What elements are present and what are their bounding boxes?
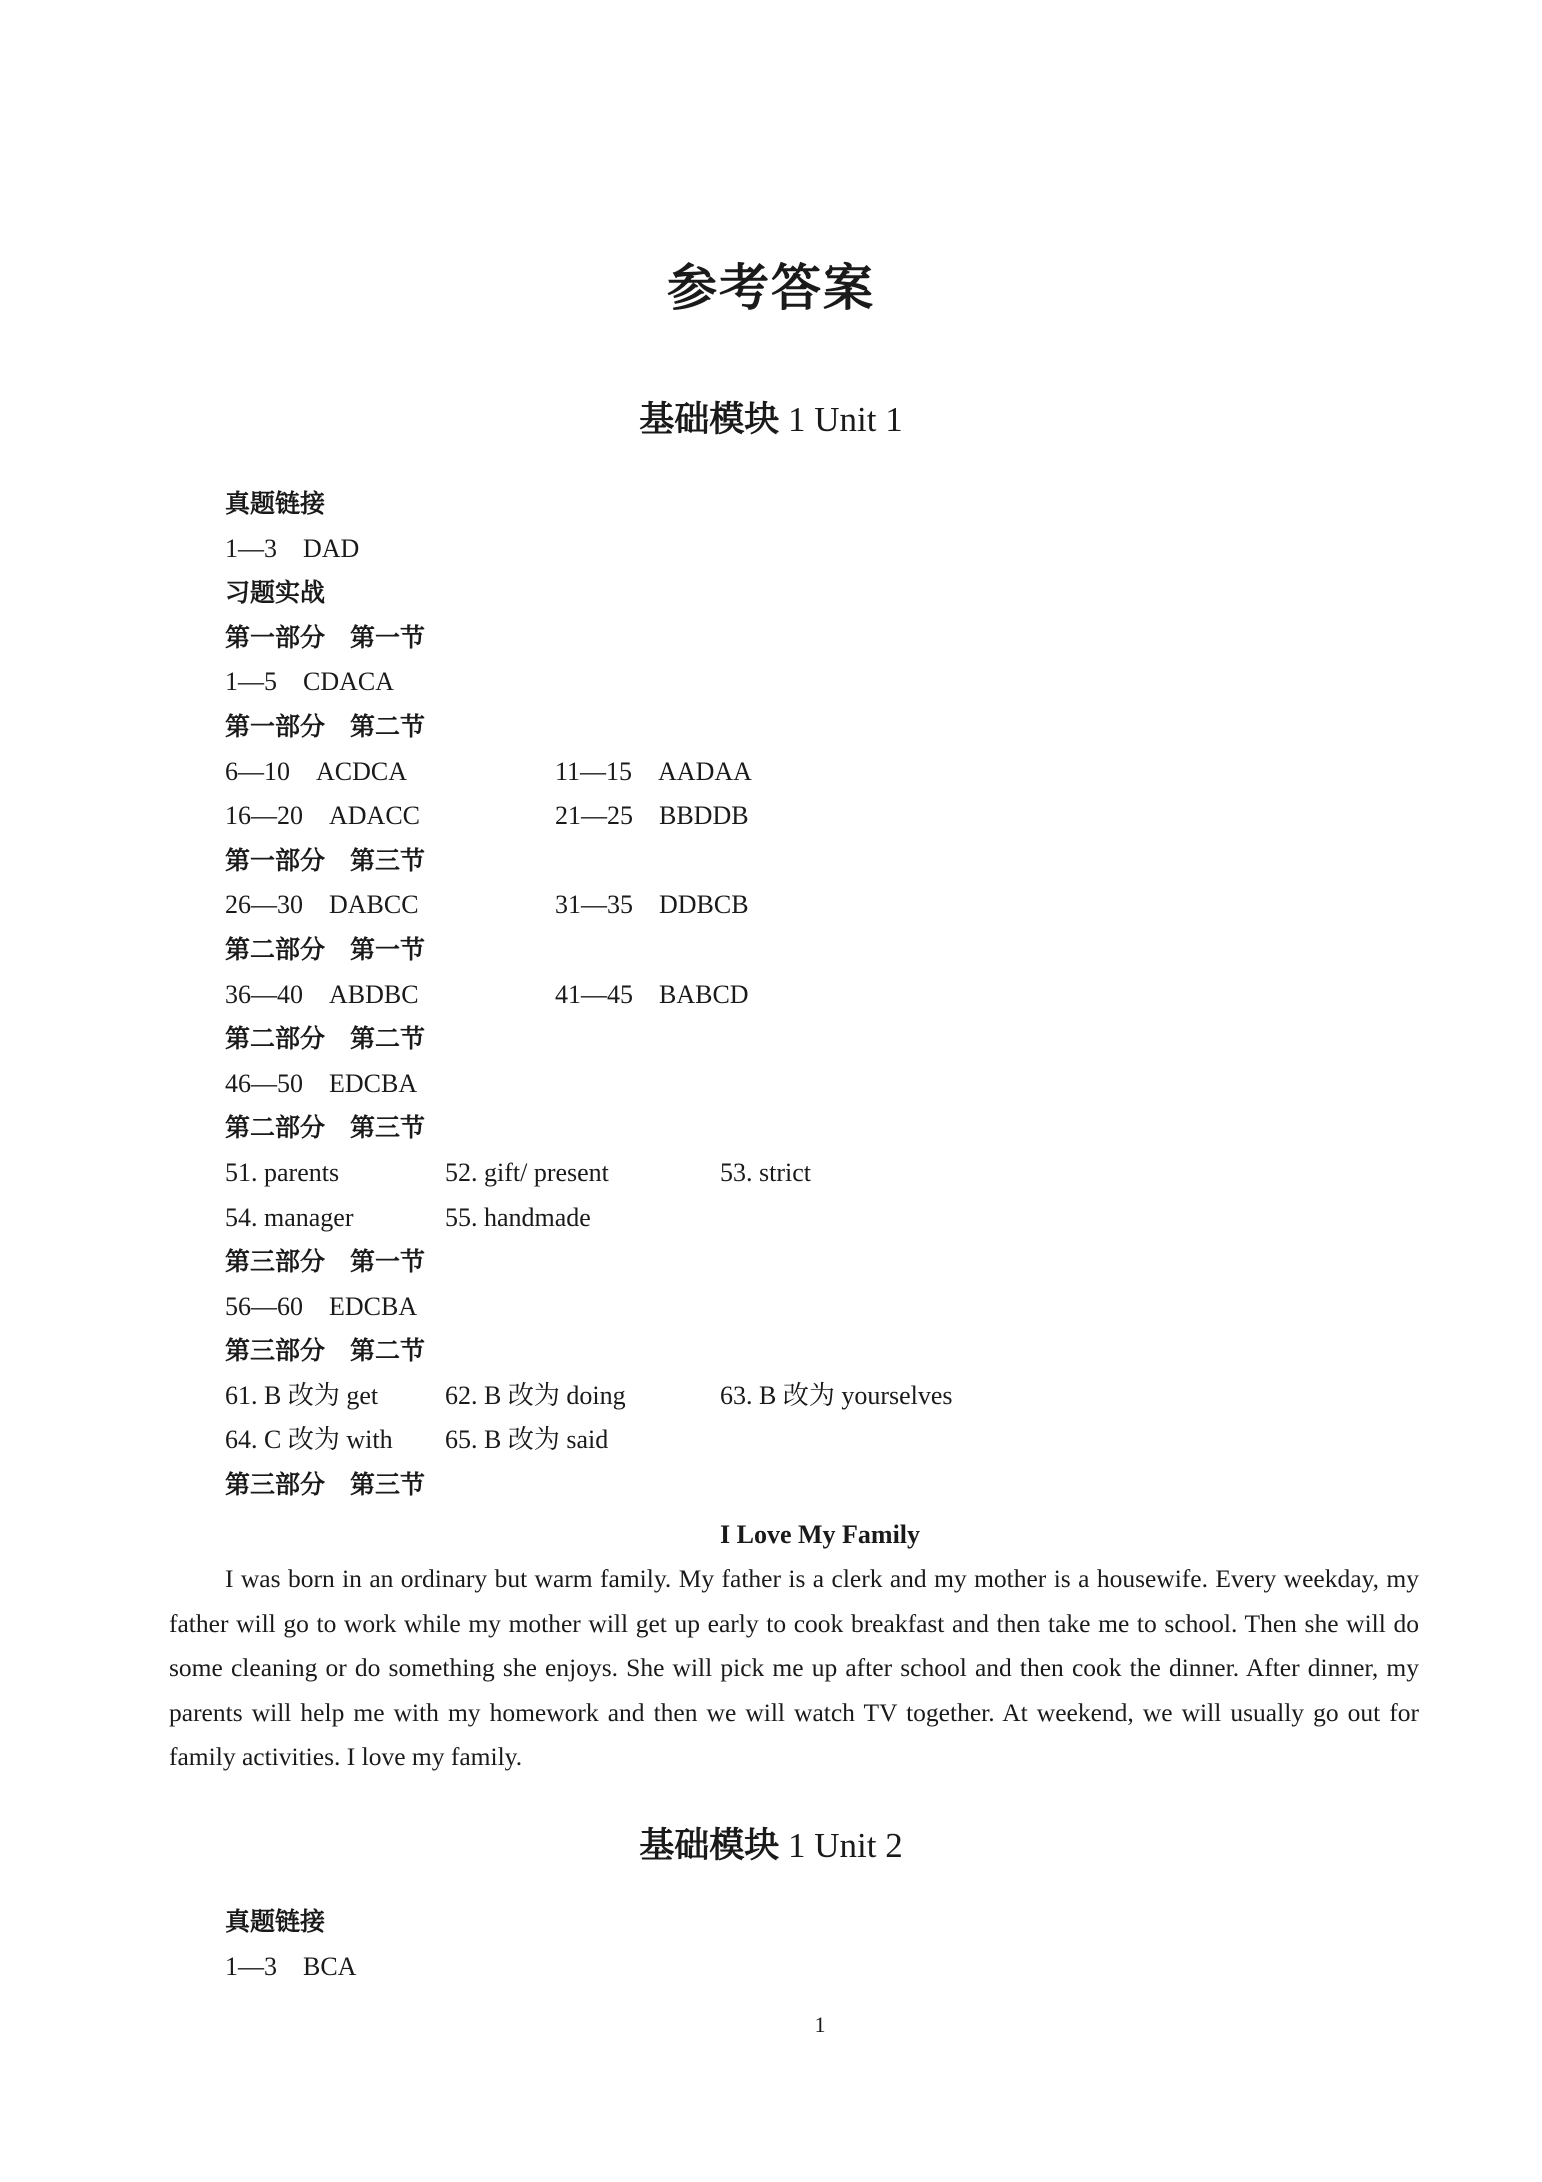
answer-cell: 1—5 CDACA bbox=[225, 667, 395, 697]
essay-title: I Love My Family bbox=[719, 1520, 921, 1549]
answer-row bbox=[225, 527, 1425, 572]
answer-cell: 1—3 BCA bbox=[225, 1951, 357, 1981]
answer-cell: 65. B 改为 said bbox=[445, 1425, 609, 1455]
answer-row bbox=[225, 1285, 1425, 1330]
page-title: 参考答案 bbox=[667, 260, 875, 316]
section-heading: 第一部分 第二节 bbox=[225, 711, 426, 741]
answer-row bbox=[225, 1151, 1425, 1196]
answer-row bbox=[225, 1374, 1425, 1419]
answer-cell: 41—45 BABCD bbox=[555, 979, 749, 1009]
answer-cell: 61. B 改为 get bbox=[225, 1380, 379, 1410]
answer-cell: 62. B 改为 doing bbox=[445, 1380, 626, 1410]
answer-row bbox=[225, 1196, 1425, 1241]
page-number: 1 bbox=[814, 2012, 826, 2037]
answer-cell: 63. B 改为 yourselves bbox=[720, 1380, 953, 1410]
section-heading: 真题链接 bbox=[225, 489, 326, 518]
answer-row bbox=[225, 1945, 1425, 1990]
unit1-answer-list bbox=[225, 482, 1425, 1508]
unit2-heading-en: 1 Unit 2 bbox=[788, 1826, 903, 1865]
section-heading: 第二部分 第一节 bbox=[225, 934, 426, 964]
unit1-heading-cn: 基础模块 bbox=[639, 400, 780, 439]
unit2-answer-list bbox=[225, 1900, 1425, 1989]
section-heading: 第二部分 第三节 bbox=[225, 1113, 426, 1143]
essay-text: I was born in an ordinary but warm family. My father is a clerk and my mother is a housewife. Every weekday, my father will go to work while my mother will get up early to cook breakfast and then take me to school. Then she will do some cleaning or do something she enjoys. She will pick me up after school and then cook the dinner. After dinner, my parents will help me with my homework and then we will watch TV together. At weekend, we will usually go out for family activities. I love my family. bbox=[169, 1564, 1419, 1772]
answer-row bbox=[225, 883, 1425, 928]
answer-cell: 53. strict bbox=[720, 1157, 811, 1187]
answer-row bbox=[225, 750, 1425, 795]
section-heading: 第一部分 第三节 bbox=[225, 845, 426, 875]
answer-cell: 51. parents bbox=[225, 1157, 340, 1187]
section-heading: 第一部分 第一节 bbox=[225, 622, 426, 652]
answer-cell: 46—50 EDCBA bbox=[225, 1068, 418, 1098]
unit1-heading-en: 1 Unit 1 bbox=[788, 400, 903, 439]
section-heading: 真题链接 bbox=[225, 1907, 326, 1936]
answer-cell: 54. manager bbox=[225, 1202, 354, 1232]
answer-cell: 52. gift/ present bbox=[445, 1157, 609, 1187]
answer-cell: 16—20 ADACC bbox=[225, 801, 421, 831]
section-heading: 第三部分 第一节 bbox=[225, 1247, 426, 1277]
answer-row bbox=[225, 973, 1425, 1018]
answer-cell: 1—3 DAD bbox=[225, 533, 360, 563]
unit2-heading-cn: 基础模块 bbox=[639, 1826, 780, 1865]
answer-row bbox=[225, 794, 1425, 839]
answer-cell: 55. handmade bbox=[445, 1202, 591, 1232]
unit2-heading bbox=[0, 1824, 1542, 1868]
answer-cell: 26—30 DABCC bbox=[225, 890, 419, 920]
section-heading: 第二部分 第二节 bbox=[225, 1024, 426, 1054]
answer-cell: 11—15 AADAA bbox=[555, 756, 752, 786]
answer-row bbox=[225, 1062, 1425, 1107]
answer-cell: 21—25 BBDDB bbox=[555, 801, 749, 831]
answer-row bbox=[225, 1418, 1425, 1463]
answer-cell: 6—10 ACDCA bbox=[225, 756, 408, 786]
answer-cell: 64. C 改为 with bbox=[225, 1425, 393, 1455]
section-heading: 第三部分 第三节 bbox=[225, 1470, 426, 1500]
answer-cell: 36—40 ABDBC bbox=[225, 979, 419, 1009]
answer-cell: 56—60 EDCBA bbox=[225, 1291, 418, 1321]
unit1-heading bbox=[0, 398, 1542, 442]
answer-cell: 31—35 DDBCB bbox=[555, 890, 749, 920]
section-heading: 习题实战 bbox=[225, 578, 326, 608]
answer-row bbox=[225, 660, 1425, 705]
section-heading: 第三部分 第二节 bbox=[225, 1336, 426, 1366]
